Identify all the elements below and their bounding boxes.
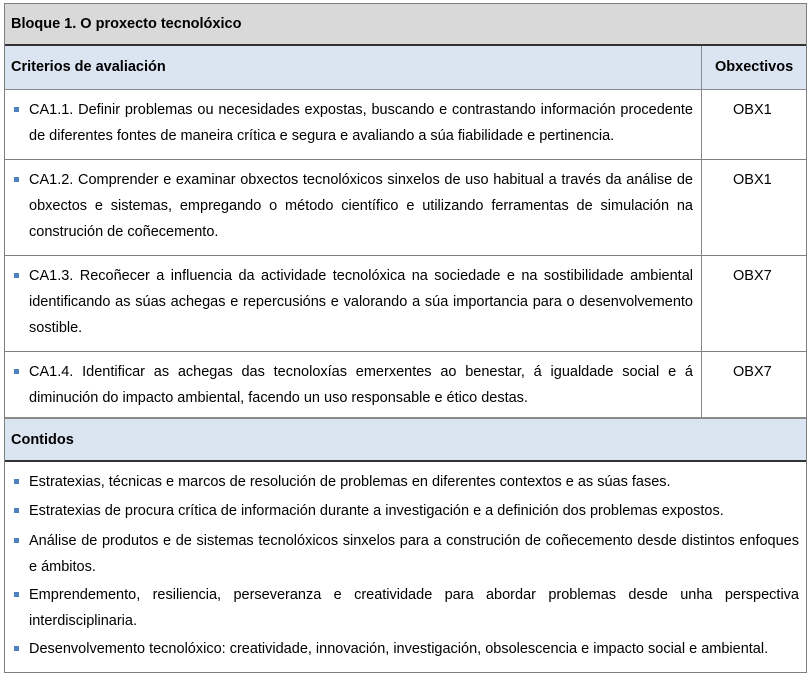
list-item — [29, 498, 799, 524]
criterio-row — [5, 352, 806, 418]
square-bullet-icon — [14, 273, 19, 278]
list-item — [29, 582, 799, 634]
square-bullet-icon — [14, 177, 19, 182]
square-bullet-icon — [14, 592, 19, 597]
contidos-header — [5, 418, 806, 462]
square-bullet-icon — [14, 479, 19, 484]
list-item — [29, 528, 799, 580]
contido-text: Estratexias, técnicas e marcos de resolución de problemas en diferentes contextos e as súas fases. — [29, 474, 671, 490]
criterio-text: CA1.3. Recoñecer a influencia da actividade tecnolóxica na sociedade e na sostibilidade ambiental identificando as súas achegas e repercusións e valorando a súa importancia para o desenvolvemento sostible. — [29, 268, 693, 336]
criterio-objective: OBX7 — [733, 364, 772, 380]
criterio-row — [5, 256, 806, 352]
criterio-text: CA1.2. Comprender e examinar obxectos tecnolóxicos sinxelos de uso habitual a través da análise de obxectos e sistemas, empregando o método científico e utilizando ferramentas de simulación na construción de coñecemento. — [29, 172, 693, 240]
list-item — [29, 636, 799, 662]
bloque-title: Bloque 1. O proxecto tecnolóxico — [11, 16, 242, 32]
contido-text: Desenvolvemento tecnolóxico: creatividade, innovación, investigación, obsolescencia e impacto social e ambiental. — [29, 641, 769, 657]
square-bullet-icon — [14, 107, 19, 112]
criterio-row — [5, 160, 806, 256]
obxectivos-header: Obxectivos — [715, 59, 794, 75]
criterio-objective: OBX1 — [733, 172, 772, 188]
list-item — [29, 469, 799, 495]
criterios-header-row — [5, 46, 806, 90]
criterio-text: CA1.4. Identificar as achegas das tecnoloxías emerxentes ao benestar, á igualdade social e á diminución do impacto ambiental, facendo un uso responsable e ético destas. — [29, 364, 693, 406]
criterio-objective: OBX7 — [733, 268, 772, 284]
curriculum-table — [4, 3, 807, 673]
contido-text: Análise de produtos e de sistemas tecnolóxicos sinxelos para a construción de coñecemento desde distintos enfoques e ámbitos. — [29, 533, 799, 575]
criterio-row — [5, 90, 806, 160]
contido-text: Emprendemento, resiliencia, perseveranza e creatividade para abordar problemas desde unha perspectiva interdisciplinaria. — [29, 587, 799, 629]
square-bullet-icon — [14, 369, 19, 374]
contido-text: Estratexias de procura crítica de información durante a investigación e a definición dos problemas expostos. — [29, 503, 724, 519]
square-bullet-icon — [14, 646, 19, 651]
square-bullet-icon — [14, 538, 19, 543]
square-bullet-icon — [14, 508, 19, 513]
bloque-header — [5, 4, 806, 46]
criterio-objective: OBX1 — [733, 102, 772, 118]
criterio-text: CA1.1. Definir problemas ou necesidades expostas, buscando e contrastando información procedente de diferentes fontes de maneira crítica e segura e avaliando a súa fiabilidade e pertinencia. — [29, 102, 693, 144]
contidos-title: Contidos — [11, 432, 74, 448]
criterios-header: Criterios de avaliación — [11, 59, 166, 75]
